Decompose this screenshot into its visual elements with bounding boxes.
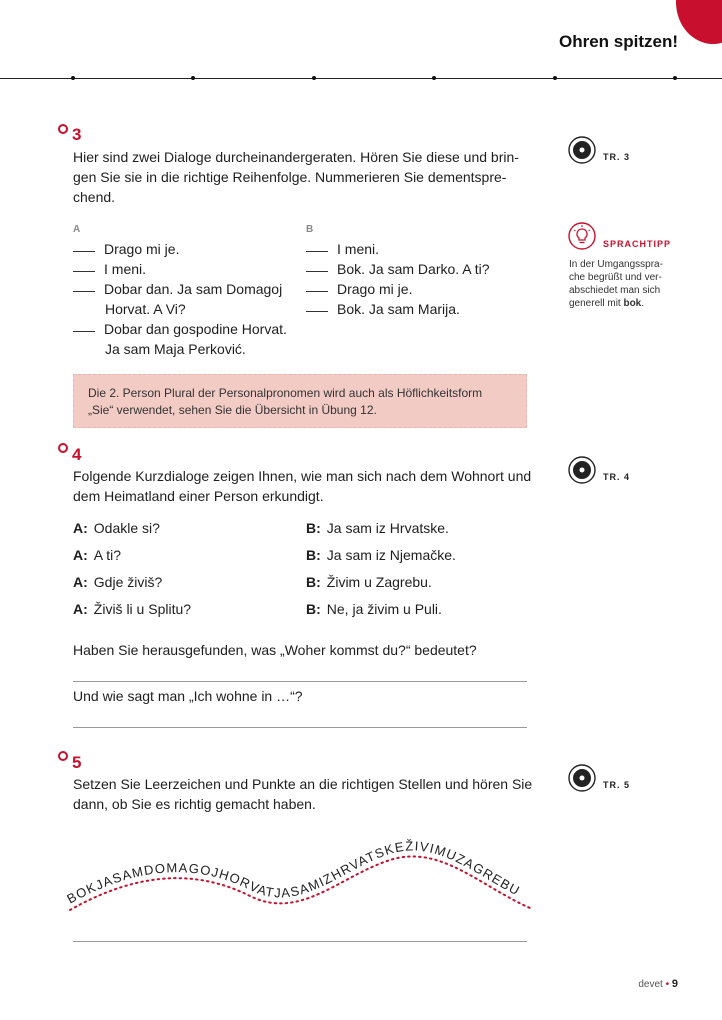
header-rule (0, 78, 722, 79)
exercise-number: 4 (72, 445, 82, 464)
column-label-b: B (306, 224, 314, 235)
cd-icon[interactable] (568, 456, 596, 484)
list-item-continuation: Ja sam Maja Perković. (105, 341, 246, 357)
list-item-continuation: Horvat. A Vi? (105, 301, 186, 317)
cd-icon[interactable] (568, 136, 596, 164)
track-label: TR. 4 (603, 472, 631, 482)
answer-line[interactable] (73, 941, 527, 942)
tip-text: In der Umgangsspra- che begrüßt und ver- abschiedet man sich generell mit bok. (569, 259, 663, 309)
number-blank[interactable] (73, 291, 95, 292)
dialog-line-a: A: Gdje živiš? (73, 574, 163, 590)
dialog-column-a (73, 239, 303, 359)
exercise-ring-icon (58, 443, 68, 453)
list-item: Dobar dan gospodine Horvat. (73, 319, 303, 339)
page-footer (638, 978, 678, 990)
exercise-instruction: Hier sind zwei Dialoge durcheinandergeraten. Hören Sie diese und brin- gen Sie sie in die richtige Reihenfolge. Nummerieren Sie dementspre- chend. (73, 149, 519, 205)
column-label-a: A (73, 224, 81, 235)
bullet-icon: • (665, 979, 670, 990)
number-blank[interactable] (306, 271, 328, 272)
exercise-ring-icon (58, 751, 68, 761)
list-item: Drago mi je. (73, 239, 303, 259)
page-title: Ohren spitzen! (558, 32, 678, 51)
page-number: 9 (671, 978, 678, 990)
tip-title: SPRACHTIPP (603, 239, 672, 249)
dialog-line-a: A: A ti? (73, 547, 122, 563)
number-blank[interactable] (306, 291, 328, 292)
lightbulb-icon (568, 222, 596, 250)
dialog-line-b: B: Živim u Zagrebu. (306, 574, 432, 590)
grammar-note-box: Die 2. Person Plural der Personalpronomen wird auch als Höflichkeitsform „Sie“ verwendet, sehen Sie die Übersicht in Übung 12. (73, 374, 527, 428)
number-blank[interactable] (306, 251, 328, 252)
dialog-line-b: B: Ne, ja živim u Puli. (306, 601, 442, 617)
list-item: I meni. (306, 239, 536, 259)
question-text: Haben Sie herausgefunden, was „Woher kommst du?“ bedeutet? (73, 642, 477, 658)
question-text: Und wie sagt man „Ich wohne in …“? (73, 688, 303, 704)
number-blank[interactable] (73, 271, 95, 272)
number-blank[interactable] (306, 311, 328, 312)
dialog-line-a: A: Živiš li u Splitu? (73, 601, 192, 617)
exercise-instruction: Setzen Sie Leerzeichen und Punkte an die richtigen Stellen und hören Sie dann, ob Sie es richtig gemacht haben. (73, 776, 533, 812)
list-item: I meni. (73, 259, 303, 279)
exercise-number: 3 (72, 125, 82, 144)
number-blank[interactable] (73, 331, 95, 332)
answer-line[interactable] (73, 681, 527, 682)
rule-dot (553, 76, 557, 80)
wave-letter-string (60, 830, 540, 920)
rule-dot (673, 76, 677, 80)
exercise-number: 5 (72, 753, 82, 772)
answer-line[interactable] (73, 727, 527, 728)
rule-dot (191, 76, 195, 80)
list-item: Bok. Ja sam Marija. (306, 299, 536, 319)
exercise-ring-icon (58, 124, 68, 134)
list-item: Drago mi je. (306, 279, 536, 299)
dialog-column-b (306, 239, 536, 319)
rule-dot (71, 76, 75, 80)
cd-icon[interactable] (568, 764, 596, 792)
corner-decoration (676, 0, 722, 44)
rule-dot (312, 76, 316, 80)
wave-text[interactable]: BOKJASAMDOMAGOJHORVATJASAMIZHRVATSKEŽIVIMUZAGREBU (64, 838, 523, 907)
page-word: devet (638, 979, 663, 990)
number-blank[interactable] (73, 251, 95, 252)
list-item: Bok. Ja sam Darko. A ti? (306, 259, 536, 279)
rule-dot (432, 76, 436, 80)
dialog-line-b: B: Ja sam iz Njemačke. (306, 547, 456, 563)
exercise-instruction: Folgende Kurzdialoge zeigen Ihnen, wie man sich nach dem Wohnort und dem Heimatland einer Person erkundigt. (73, 468, 532, 504)
dialog-line-b: B: Ja sam iz Hrvatske. (306, 520, 449, 536)
track-label: TR. 5 (603, 780, 631, 790)
track-label: TR. 3 (603, 152, 631, 162)
list-item: Dobar dan. Ja sam Domagoj (73, 279, 303, 299)
dialog-line-a: A: Odakle si? (73, 520, 160, 536)
